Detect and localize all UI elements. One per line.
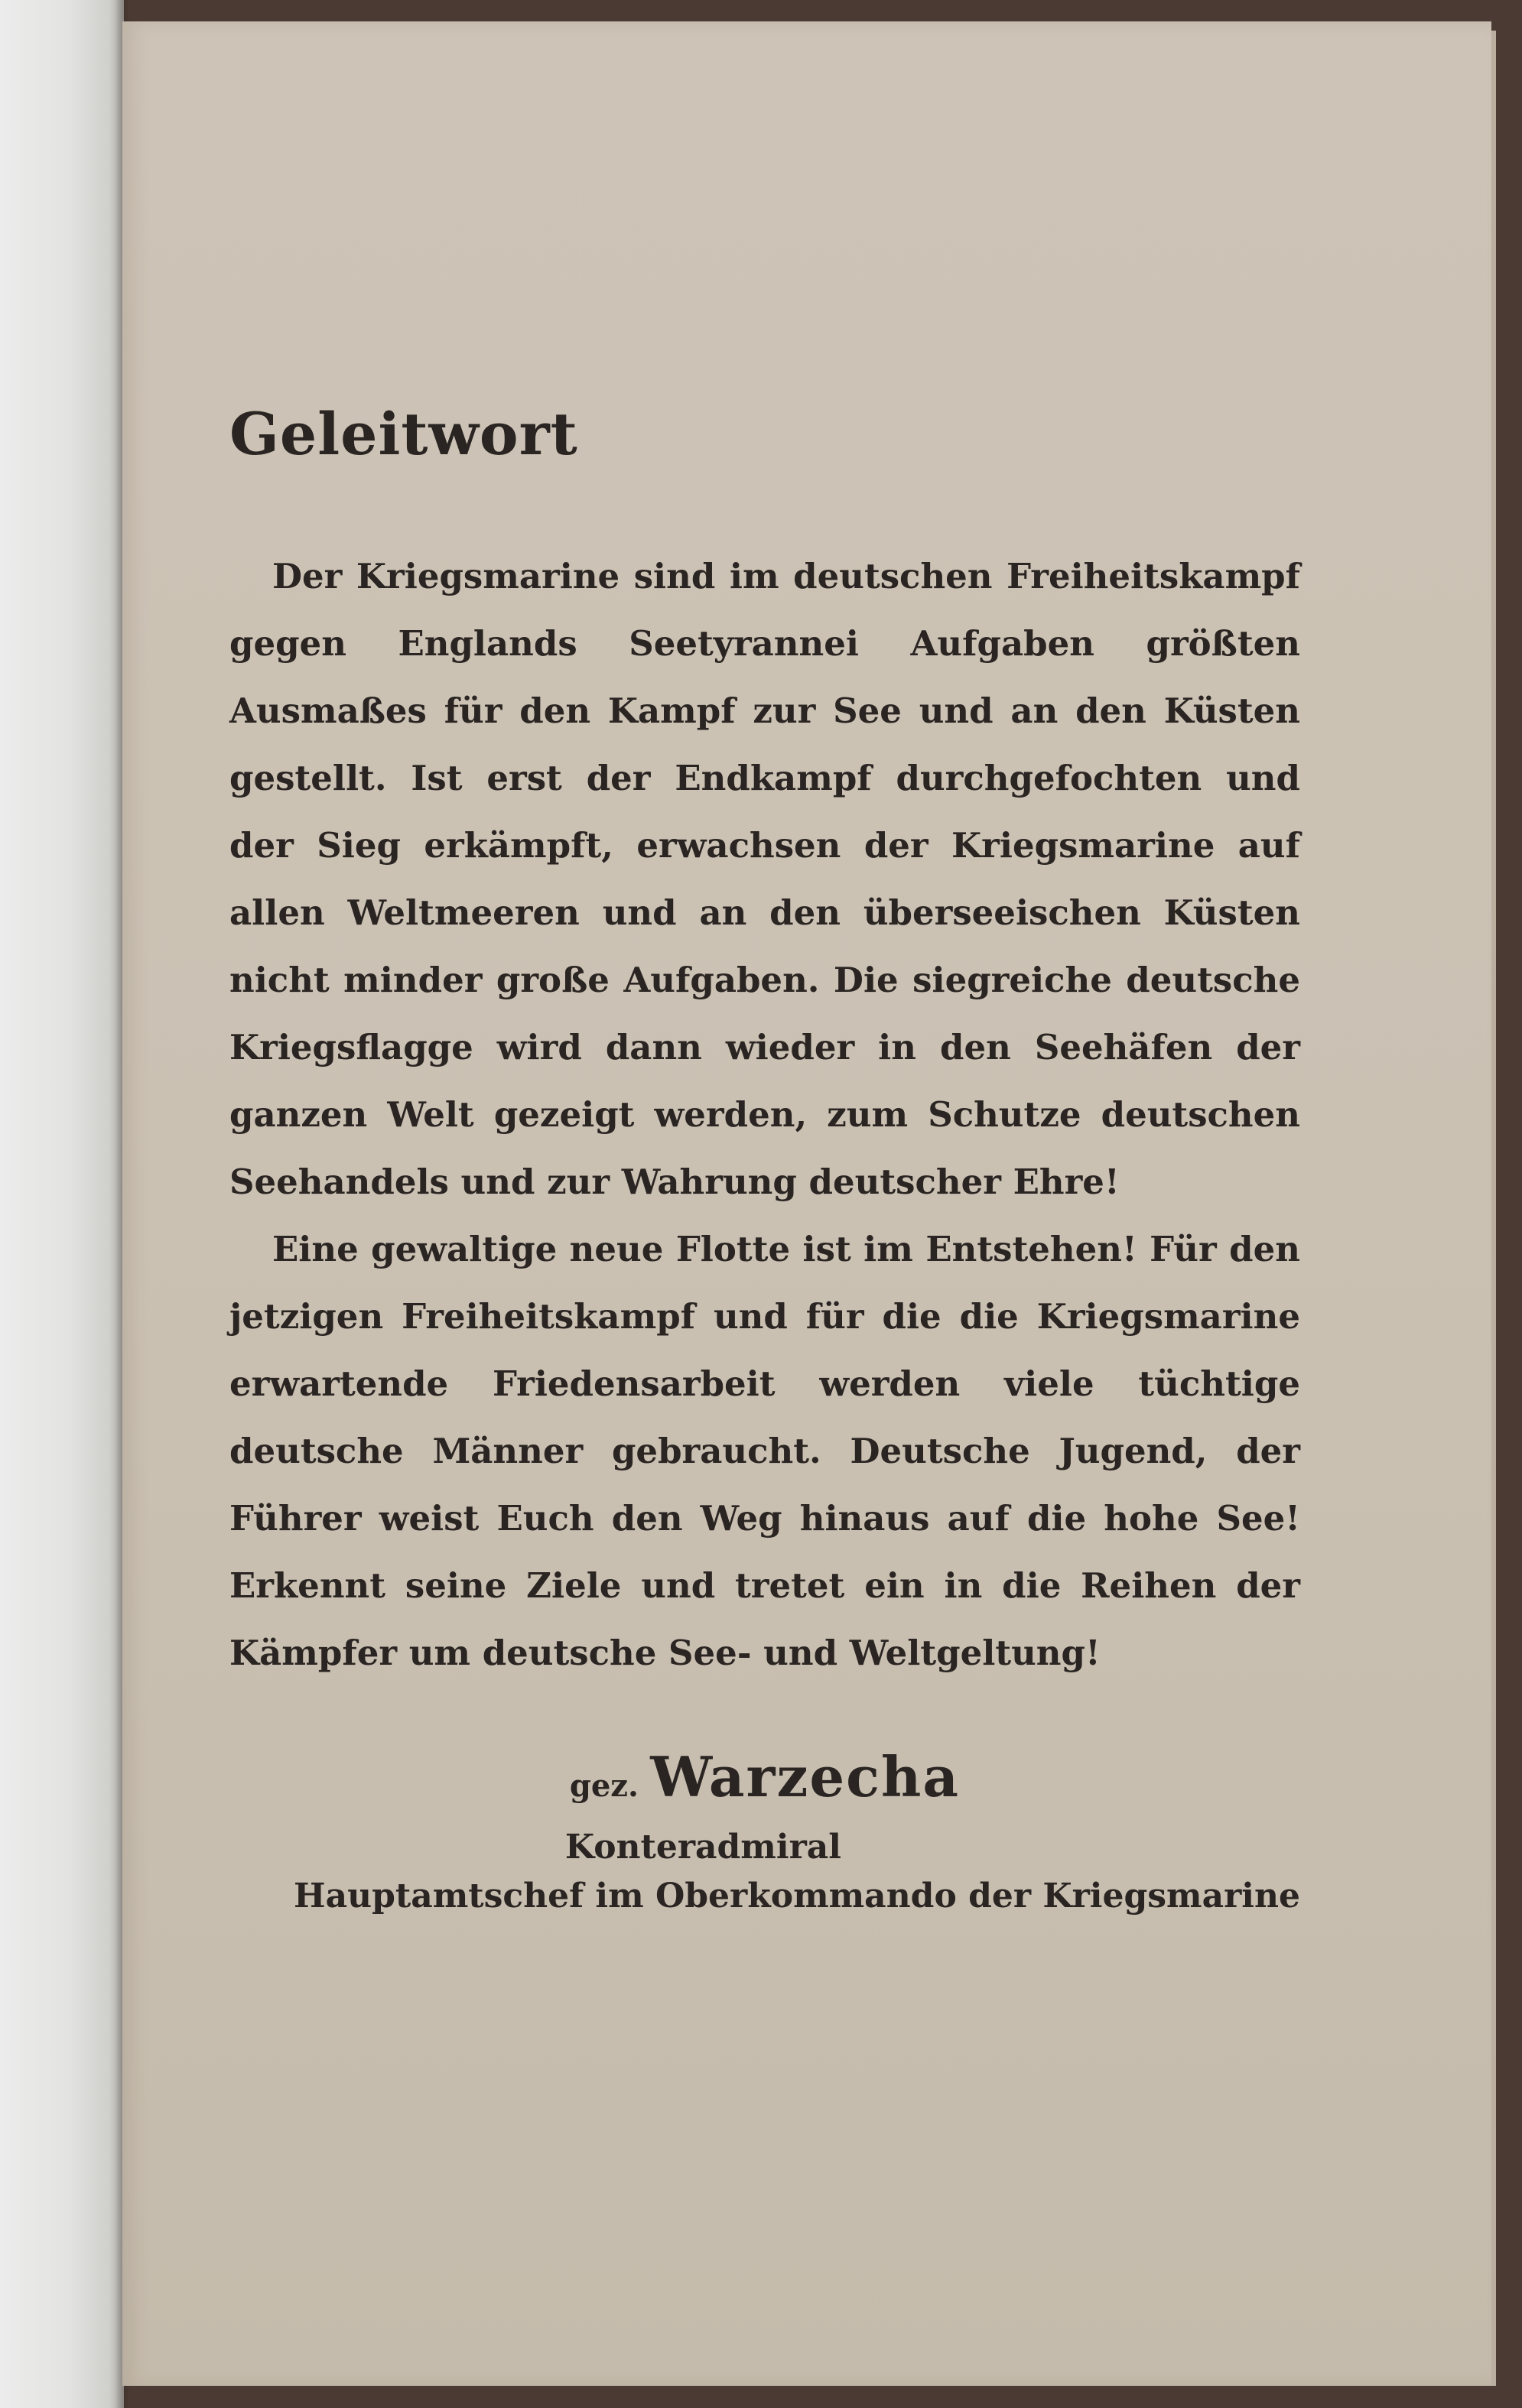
page-content bbox=[229, 400, 1300, 1921]
signature-line bbox=[229, 1740, 1300, 1823]
body-text bbox=[229, 543, 1300, 1687]
paragraph-2: Eine gewaltige neue Flotte ist im Entstehen! Für den jetzigen Freiheitskampf und für die die Kriegsmarine erwartende Friedensarbeit werden viele tüchtige deutsche Männer gebraucht. Deutsche Jugend, der Führer weist Euch den Weg hinaus auf die hohe See! Erkennt seine Ziele und tretet ein in die Reihen der Kämpfer um deutsche See- und Weltgeltung! bbox=[229, 1229, 1300, 1673]
signature-rank: Konteradmiral bbox=[564, 1828, 841, 1867]
signature-name: Warzecha bbox=[650, 1744, 960, 1809]
signature-block bbox=[229, 1740, 1300, 1921]
signature-prefix: gez. bbox=[569, 1768, 639, 1804]
signature-position: Hauptamtschef im Oberkommando der Kriegsmarine bbox=[294, 1877, 1300, 1916]
page-title: Geleitwort bbox=[229, 400, 578, 468]
left-page-edge bbox=[0, 0, 124, 2408]
paragraph-1: Der Kriegsmarine sind im deutschen Freiheitskampf gegen Englands Seetyrannei Aufgaben größten Ausmaßes für den Kampf zur See und an den Küsten gestellt. Ist erst der Endkampf durchgefochten und der Sieg erkämpft, erwachsen der Kriegsmarine auf allen Weltmeeren und an den überseeischen Küsten nicht minder große Aufgaben. Die siegreiche deutsche Kriegsflagge wird dann wieder in den Seehäfen der ganzen Welt gezeigt werden, zum Schutze deutschen Seehandels und zur Wahrung deutscher Ehre! bbox=[229, 556, 1300, 1202]
